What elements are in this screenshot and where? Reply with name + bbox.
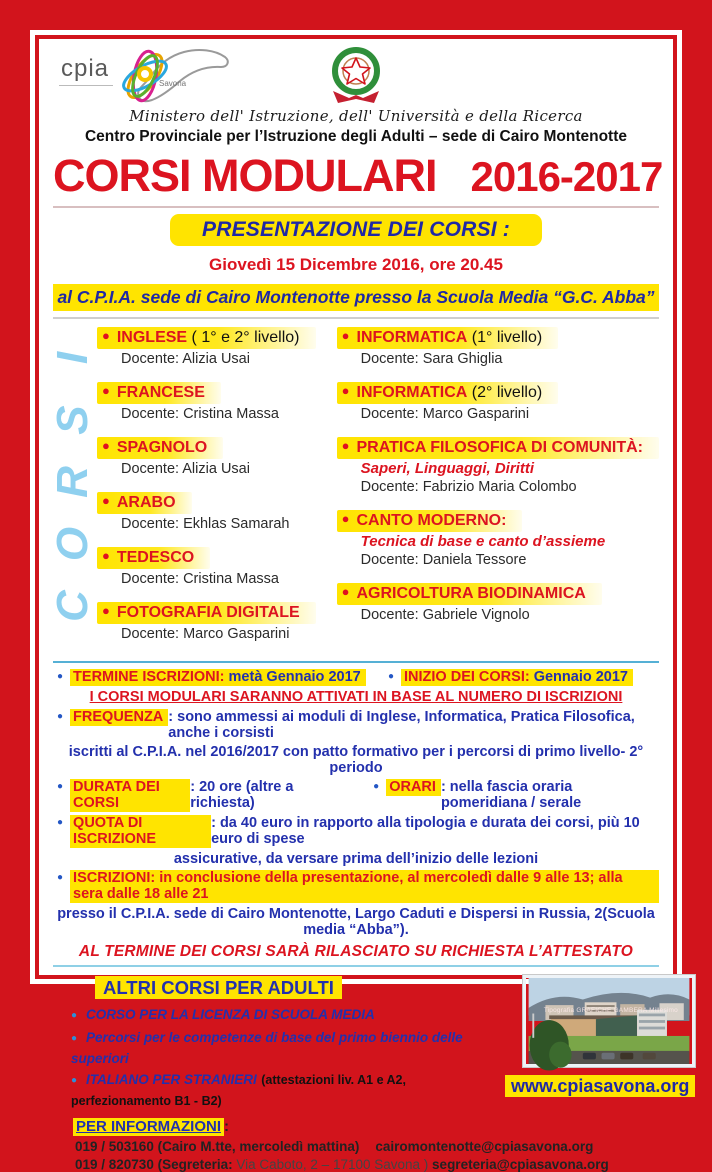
course-item: [337, 382, 659, 422]
vertical-corsi-label: [48, 325, 97, 657]
course-level: (1° livello): [471, 329, 543, 346]
course-item: [97, 437, 337, 477]
info-section: [53, 669, 659, 961]
bullet-icon: [71, 1029, 86, 1046]
durata-corsi: ● DURATA DEI CORSI : 20 ore (altre a richiesta): [53, 779, 331, 812]
bullet-icon: [53, 815, 70, 831]
school-photo: [523, 975, 695, 1067]
course-name: INGLESE: [116, 329, 188, 346]
course-item: [97, 602, 337, 642]
bullet-icon: [384, 669, 401, 685]
title-years: 2016-2017: [470, 153, 663, 200]
bullet-icon: [53, 709, 70, 725]
termine-iscrizioni: ● TERMINE ISCRIZIONI: metà Gennaio 2017: [53, 669, 366, 686]
presentation-location: al C.P.I.A. sede di Cairo Montenotte presso la Scuola Media “G.C. Abba”: [57, 287, 655, 307]
course-subtitle: Tecnica di base e canto d’assieme: [360, 533, 606, 550]
side-letter: O: [48, 526, 97, 562]
center-name-line: Centro Provinciale per l’Istruzione degli Adulti – sede di Cairo Montenotte: [84, 128, 627, 145]
bullet-icon: [53, 779, 70, 795]
bottom-section: [53, 973, 690, 1172]
cpia-logo-subtext: Savona: [159, 79, 187, 88]
cpia-logo: [59, 47, 244, 107]
orari: ● ORARI : nella fascia oraria pomeridiana / serale: [369, 779, 659, 811]
course-name: AGRICOLTURA BIODINAMICA: [356, 585, 586, 602]
activation-banner: I CORSI MODULARI SARANNO ATTIVATI IN BASE AL NUMERO DI ISCRIZIONI: [89, 689, 623, 705]
course-name: FOTOGRAFIA DIGITALE: [116, 604, 300, 621]
divider: [53, 317, 659, 319]
course-name: INFORMATICA: [356, 384, 468, 401]
presentation-banner: [170, 214, 542, 246]
course-item: [337, 437, 659, 495]
bullet-icon: ●: [341, 328, 350, 343]
bullet-icon: [369, 779, 386, 795]
frequenza-row: ● FREQUENZA : sono ammessi ai moduli di Inglese, Informatica, Pratica Filosofica, anche i corsisti: [53, 709, 659, 741]
courses-left-column: [97, 325, 337, 657]
bullet-icon: ●: [102, 328, 110, 343]
course-name: INFORMATICA: [356, 329, 468, 346]
other-courses-heading: ALTRI CORSI PER ADULTI: [95, 976, 342, 999]
quota-continuation: assicurative, da versare prima dell’inizio delle lezioni: [173, 851, 539, 867]
iscrizioni-continuation: presso il C.P.I.A. sede di Cairo Montenotte, Largo Caduti e Dispersi in Russia, 2(Scuola media “Abba”).: [57, 906, 655, 938]
bullet-icon: ●: [102, 493, 110, 508]
side-letter: C: [48, 590, 97, 622]
course-name: ARABO: [116, 494, 176, 511]
list-item: ● ITALIANO PER STRANIERI (attestazioni liv. A1 e A2, perfezionamento B1 - B2): [71, 1070, 505, 1111]
course-teacher: Docente: Cristina Massa: [121, 406, 279, 422]
attestato-line: AL TERMINE DEI CORSI SARÀ RILASCIATO SU RICHIESTA L’ATTESTATO: [78, 943, 634, 960]
email-cairo: cairomontenotte@cpiasavona.org: [375, 1139, 594, 1154]
bullet-icon: ●: [341, 511, 350, 526]
course-teacher: Docente: Marco Gasparini: [360, 406, 530, 422]
bullet-icon: ●: [102, 603, 110, 618]
print-credit: Tipografia GRAFICHE GAMBERA Millesimo: [543, 1007, 678, 1014]
course-teacher: Docente: Alizia Usai: [121, 461, 250, 477]
contact-line: 019 / 820730 (Segreteria: Via Caboto, 2 – 17100 Savona ) segreteria@cpiasavona.org: [75, 1157, 609, 1172]
courses-right-column: [337, 325, 659, 657]
contact-line: 019 / 503160 (Cairo M.tte, mercoledì mattina) cairomontenotte@cpiasavona.org: [75, 1139, 594, 1154]
course-teacher: Docente: Fabrizio Maria Colombo: [360, 479, 577, 495]
bullet-icon: ●: [341, 438, 350, 453]
photo-block: [505, 973, 695, 1172]
other-courses-heading-row: [95, 977, 505, 999]
divider: [53, 661, 659, 663]
course-name: PRATICA FILOSOFICA DI COMUNITÀ:: [356, 439, 643, 456]
bullet-icon: [53, 669, 70, 685]
course-level: ( 1° e 2° livello): [191, 329, 300, 346]
website-row: [505, 1076, 695, 1097]
course-teacher: Docente: Cristina Massa: [121, 571, 279, 587]
email-segreteria: segreteria@cpiasavona.org: [432, 1157, 609, 1172]
cpia-logo-text: cpia: [59, 55, 113, 86]
course-item: [337, 510, 659, 568]
italy-emblem-icon: [323, 43, 389, 107]
course-teacher: Docente: Daniela Tessore: [360, 552, 527, 568]
bullet-icon: [71, 1006, 86, 1023]
course-name: TEDESCO: [116, 549, 195, 566]
list-item: ● Percorsi per le competenze di base del primo biennio delle superiori: [71, 1028, 505, 1068]
course-name: CANTO MODERNO:: [356, 512, 507, 529]
course-subtitle: Saperi, Linguaggi, Diritti: [360, 460, 534, 477]
bullet-icon: [53, 870, 70, 886]
course-teacher: Docente: Ekhlas Samarah: [121, 516, 290, 532]
title-text: CORSI MODULARI: [53, 150, 437, 201]
bullet-icon: ●: [102, 438, 110, 453]
divider: [53, 206, 659, 208]
courses-section: [48, 325, 659, 657]
course-teacher: Docente: Gabriele Vignolo: [360, 607, 530, 623]
bullet-icon: ●: [341, 383, 350, 398]
bullet-icon: [71, 1071, 86, 1088]
bullet-icon: ●: [102, 383, 110, 398]
website-link: www.cpiasavona.org: [505, 1075, 695, 1097]
durata-orari-row: [53, 779, 659, 812]
bullet-icon: ●: [102, 548, 110, 563]
list-item: ● CORSO PER LA LICENZA DI SCUOLA MEDIA: [71, 1005, 505, 1026]
course-item: [97, 547, 337, 587]
per-informazioni-heading: PER INFORMAZIONI :: [73, 1118, 505, 1135]
course-name: FRANCESE: [116, 384, 205, 401]
course-teacher: Docente: Alizia Usai: [121, 351, 250, 367]
course-item: [97, 492, 337, 532]
course-level: (2° livello): [471, 384, 543, 401]
presentation-date: Giovedì 15 Dicembre 2016, ore 20.45: [209, 255, 503, 274]
course-item: [97, 327, 337, 367]
divider: [53, 965, 659, 967]
course-teacher: Docente: Marco Gasparini: [121, 626, 290, 642]
course-item: [97, 382, 337, 422]
ministry-line: Ministero dell' Istruzione, dell' Università e della Ricerca: [129, 107, 583, 125]
course-item: [337, 327, 659, 367]
side-letter: S: [48, 405, 97, 435]
course-item: [337, 583, 659, 623]
side-letter: R: [48, 466, 97, 498]
inizio-corsi: ● INIZIO DEI CORSI: Gennaio 2017: [384, 669, 633, 686]
quota-row: ● QUOTA DI ISCRIZIONE : da 40 euro in rapporto alla tipologia e durata dei corsi, più 10 euro di spese: [53, 815, 659, 848]
side-letter: I: [48, 351, 97, 365]
course-teacher: Docente: Sara Ghiglia: [360, 351, 503, 367]
iscrizioni-row: ● ISCRIZIONI: in conclusione della presentazione, al mercoledì dalle 9 alle 13; alla sera dalle 18 alle 21: [53, 870, 659, 903]
course-name: SPAGNOLO: [116, 439, 208, 456]
presentation-location-band: [53, 284, 659, 311]
cpia-swirl-icon: [115, 43, 175, 109]
page-title: [53, 150, 663, 202]
frequenza-continuation: iscritti al C.P.I.A. nel 2016/2017 con patto formativo per i percorsi di primo livello- 2° periodo: [68, 744, 644, 776]
bullet-icon: ●: [341, 584, 350, 599]
presentation-heading: PRESENTAZIONE DEI CORSI :: [202, 218, 510, 241]
header-logos: [53, 45, 659, 105]
